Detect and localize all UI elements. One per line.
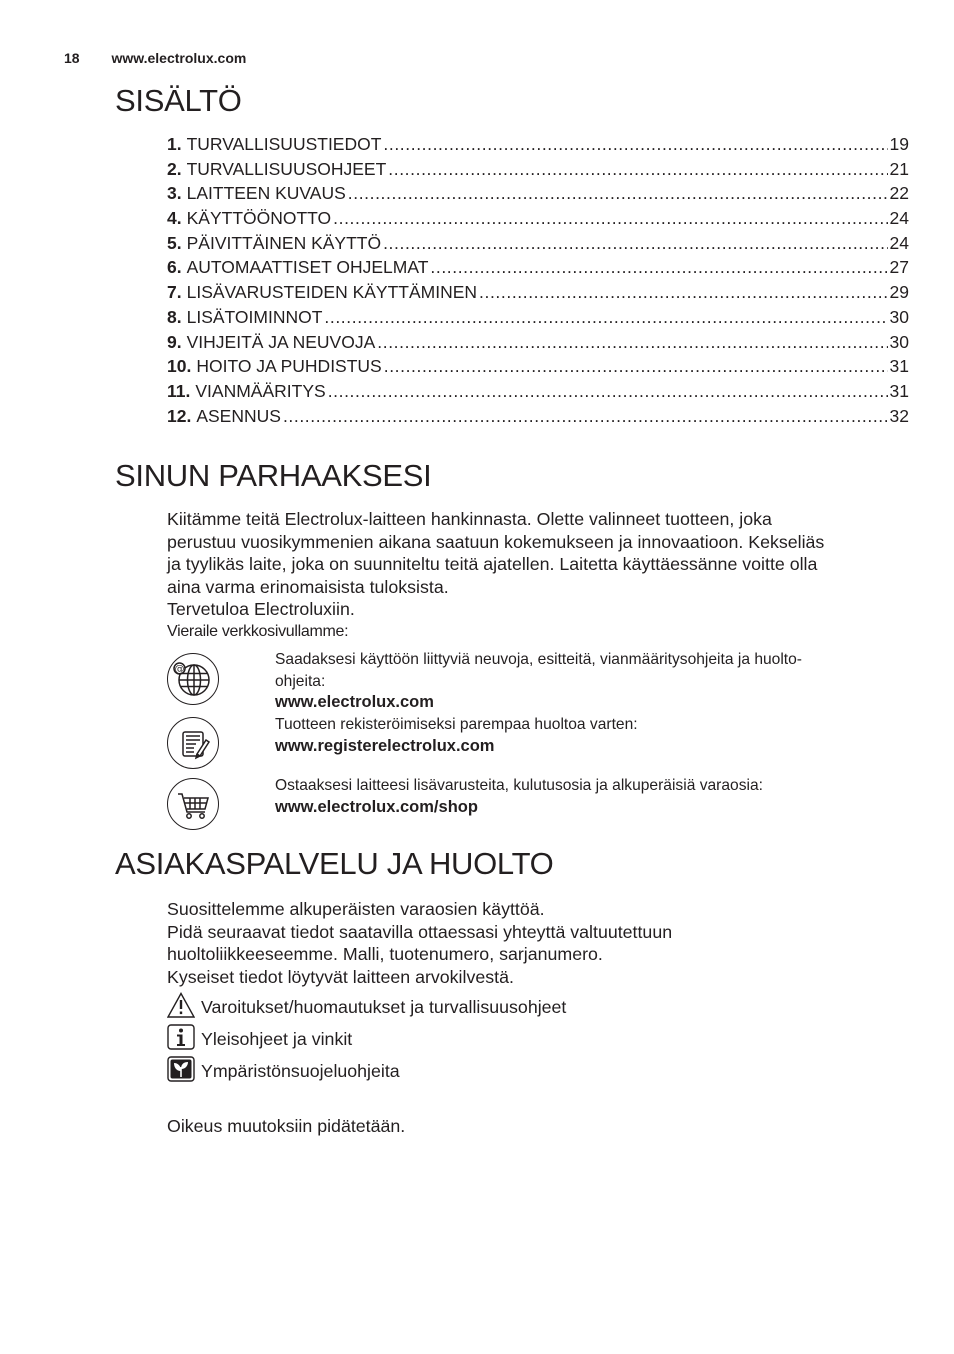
- legend-warning: [167, 992, 566, 1018]
- toc-title: AUTOMAATTISET OHJELMAT: [186, 257, 429, 278]
- legend-text: Varoitukset/huomautukset ja turvallisuusohjeet: [201, 997, 567, 1017]
- svg-text:@: @: [174, 664, 185, 675]
- toc-title: LISÄVARUSTEIDEN KÄYTTÄMINEN: [186, 282, 478, 303]
- environment-icon: [167, 1056, 195, 1082]
- toc-page: 31: [889, 380, 909, 401]
- table-of-contents: [167, 134, 909, 430]
- toc-title: HOITO JA PUHDISTUS: [196, 356, 382, 377]
- link-url[interactable]: www.electrolux.com: [275, 693, 434, 711]
- toc-leader: [479, 282, 887, 303]
- toc-row[interactable]: [167, 381, 909, 406]
- link-text: [275, 649, 895, 714]
- toc-page: 29: [889, 282, 909, 303]
- contents-title: SISÄLTÖ: [115, 83, 242, 118]
- toc-leader: [324, 307, 887, 328]
- toc-page: 24: [889, 208, 909, 229]
- service-line: Suosittelemme alkuperäisten varaosien käyttöä.: [167, 899, 545, 919]
- toc-leader: [348, 183, 888, 204]
- toc-leader: [333, 208, 887, 229]
- toc-leader: [388, 159, 887, 180]
- service-line: Kyseiset tiedot löytyvät laitteen arvokilvestä.: [167, 966, 514, 987]
- toc-leader: [430, 257, 887, 278]
- toc-leader: [377, 332, 887, 353]
- toc-page: 19: [889, 134, 909, 154]
- service-line: Pidä seuraavat tiedot saatavilla ottaessasi yhteyttä valtuutettuun: [167, 921, 673, 942]
- page-number: 18: [64, 50, 80, 66]
- toc-title: TURVALLISUUSOHJEET: [186, 158, 387, 179]
- toc-number: 5.: [167, 232, 182, 253]
- toc-title: KÄYTTÖÖNOTTO: [186, 208, 332, 229]
- footnote: Oikeus muutoksiin pidätetään.: [167, 1116, 406, 1136]
- toc-title: VIHJEITÄ JA NEUVOJA: [186, 331, 376, 352]
- link-description: ohjeita:: [275, 672, 326, 690]
- register-icon: [167, 717, 219, 769]
- welcome-line: aina varma erinomaisista tuloksista.: [167, 576, 449, 597]
- toc-leader: [383, 134, 887, 155]
- warning-icon: [167, 992, 195, 1018]
- toc-page: 27: [889, 257, 909, 278]
- toc-leader: [383, 233, 887, 254]
- welcome-title: SINUN PARHAAKSESI: [115, 458, 432, 493]
- toc-number: 9.: [167, 331, 182, 352]
- link-description: Ostaaksesi laitteesi lisävarusteita, kulutusosia ja alkuperäisiä varaosia:: [275, 777, 763, 794]
- toc-page: 30: [889, 306, 909, 327]
- toc-row[interactable]: [167, 406, 909, 431]
- service-line: huoltoliikkeeseemme. Malli, tuotenumero, sarjanumero.: [167, 944, 603, 965]
- toc-row[interactable]: [167, 159, 909, 184]
- toc-page: 24: [889, 232, 909, 253]
- info-icon: [167, 1024, 195, 1050]
- toc-leader: [283, 406, 888, 427]
- toc-number: 1.: [167, 134, 182, 154]
- toc-number: 3.: [167, 183, 182, 204]
- toc-number: 12.: [167, 405, 192, 426]
- visit-label: Vieraile verkkosivullamme:: [167, 623, 349, 640]
- welcome-line: perustuu vuosikymmenien aikana saatuun kokemukseen ja innovaatioon. Kekseliäs: [167, 531, 825, 552]
- toc-page: 22: [889, 183, 909, 204]
- legend-text: Ympäristönsuojeluohjeita: [201, 1061, 400, 1081]
- toc-row[interactable]: [167, 282, 909, 307]
- toc-leader: [384, 356, 888, 377]
- toc-page: 30: [889, 331, 909, 352]
- link-text: [275, 775, 895, 818]
- toc-number: 6.: [167, 257, 182, 278]
- toc-page: 31: [889, 356, 909, 377]
- toc-title: VIANMÄÄRITYS: [195, 380, 326, 401]
- toc-row[interactable]: [167, 356, 909, 381]
- toc-page: 21: [889, 158, 909, 179]
- toc-row[interactable]: [167, 257, 909, 282]
- toc-row[interactable]: [167, 233, 909, 258]
- link-url[interactable]: www.registerelectrolux.com: [275, 736, 495, 755]
- link-description: Saadaksesi käyttöön liittyviä neuvoja, esitteitä, vianmääritysohjeita ja huolto-: [275, 651, 803, 668]
- toc-row[interactable]: [167, 183, 909, 208]
- header-url: www.electrolux.com: [111, 50, 247, 66]
- service-text: [167, 898, 907, 988]
- toc-title: LISÄTOIMINNOT: [186, 306, 323, 327]
- link-description: Tuotteen rekisteröimiseksi parempaa huoltoa varten:: [275, 716, 638, 733]
- toc-title: PÄIVITTÄINEN KÄYTTÖ: [186, 232, 382, 253]
- legend-environment: [167, 1056, 400, 1082]
- toc-page: 32: [889, 405, 909, 426]
- toc-row[interactable]: [167, 332, 909, 357]
- service-title: ASIAKASPALVELU JA HUOLTO: [115, 846, 554, 881]
- toc-number: 4.: [167, 208, 182, 229]
- toc-title: ASENNUS: [196, 405, 281, 426]
- toc-number: 8.: [167, 306, 182, 327]
- link-text: [275, 714, 895, 757]
- toc-number: 11.: [167, 380, 191, 401]
- cart-icon: [167, 778, 219, 830]
- page-header: [64, 50, 246, 66]
- link-url[interactable]: www.electrolux.com/shop: [275, 797, 478, 816]
- toc-title: TURVALLISUUSTIEDOT: [186, 134, 382, 154]
- toc-row[interactable]: [167, 134, 909, 159]
- toc-number: 7.: [167, 282, 182, 303]
- toc-row[interactable]: [167, 208, 909, 233]
- welcome-line: Tervetuloa Electroluxiin.: [167, 599, 355, 620]
- toc-number: 10.: [167, 356, 192, 377]
- welcome-line: ja tyylikäs laite, joka on suunniteltu teitä ajatellen. Laitetta käyttäessänne voitte olla: [167, 554, 818, 575]
- legend-info: [167, 1024, 352, 1050]
- welcome-line: Kiitämme teitä Electrolux-laitteen hankinnasta. Olette valinneet tuotteen, joka: [167, 509, 772, 529]
- welcome-text: [167, 508, 907, 621]
- toc-number: 2.: [167, 158, 182, 179]
- toc-row[interactable]: [167, 307, 909, 332]
- legend-text: Yleisohjeet ja vinkit: [201, 1029, 353, 1049]
- toc-leader: [328, 381, 888, 402]
- globe-icon: [167, 653, 219, 705]
- toc-title: LAITTEEN KUVAUS: [186, 183, 346, 204]
